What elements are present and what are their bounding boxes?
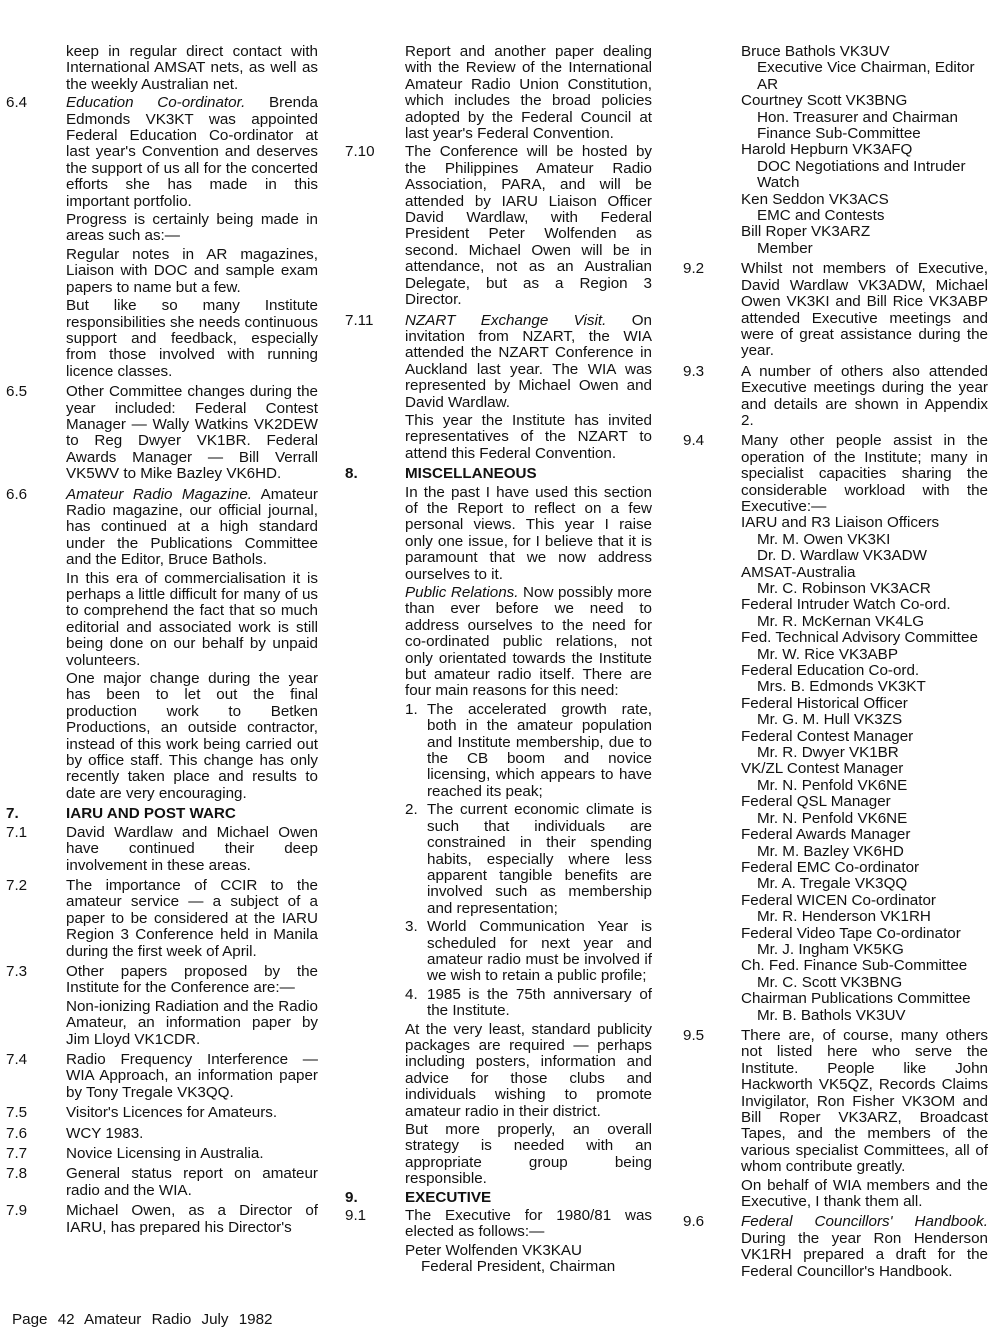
officer-name: Mr. R. Henderson VK1RH	[757, 908, 931, 926]
page-footer: Page 42 Amateur Radio July 1982	[12, 1311, 273, 1328]
intro-paragraph: keep in regular direct contact with International AMSAT nets, as well as the weekly Australian net.	[66, 43, 318, 93]
officer-entry	[741, 597, 988, 630]
paragraph: A number of others also attended Executive meetings during the year and details are shown in Appendix 2.	[741, 362, 988, 429]
executive-entry	[741, 224, 988, 257]
section-9-4	[683, 433, 988, 1024]
officer-name: Mr. C. Robinson VK3ACR	[757, 580, 931, 597]
section-7-10	[345, 144, 652, 310]
officer-title: Federal Historical Officer	[741, 694, 908, 712]
officer-title: VK/ZL Contest Manager	[741, 760, 904, 778]
executive-role: Executive Vice Chairman, Editor AR	[757, 59, 975, 93]
officer-title: Federal Contest Manager	[741, 727, 914, 745]
section-number: 7.4	[6, 1050, 28, 1068]
executive-name: Bill Roper VK3ARZ	[741, 223, 871, 241]
officer-title: Federal Intruder Watch Co-ord.	[741, 596, 951, 614]
section-6-4	[6, 95, 318, 382]
section-number: 7.10	[345, 143, 375, 161]
paragraph: One major change during the year has been to let out the final production work to Betken Productions, an outside contractor, instead of this work being carried out by office staff. This change has only recently taken place and results to date are very encouraging.	[66, 670, 318, 802]
section-8-heading	[345, 466, 652, 482]
list-item	[405, 702, 652, 800]
paragraph: Whilst not members of Executive, David Wardlaw VK3ADW, Michael Owen VK3KI and Bill Rice VK3ABP attended Executive meetings and were of great assistance during the year.	[741, 260, 988, 360]
paragraph: Other papers proposed by the Institute for the Conference are:—	[66, 962, 318, 997]
officer-entry	[741, 860, 988, 893]
section-7-8	[6, 1166, 318, 1201]
section-number: 9.5	[683, 1026, 705, 1044]
list-number: 2.	[405, 801, 418, 819]
list-item	[405, 919, 652, 985]
paragraph: This year the Institute has invited representatives of the NZART to attend this Federal Convention.	[405, 411, 652, 462]
section-text: Brenda Edmonds VK3KT was appointed Federal Education Co-ordinator at last year's Convention and deserves the support of us all for the concerted efforts she has made in this important portfolio.	[66, 94, 318, 210]
column-3	[683, 44, 988, 1284]
paragraph	[66, 95, 318, 210]
section-number: 7.7	[6, 1145, 28, 1162]
officer-name: Mr. W. Rice VK3ABP	[757, 645, 898, 663]
paragraph: Michael Owen, as a Director of IARU, has prepared his Director's	[66, 1202, 318, 1236]
section-number: 7.9	[6, 1202, 28, 1220]
officer-entry	[741, 565, 988, 598]
section-title: Education Co-ordinator.	[66, 94, 246, 112]
executive-name: Peter Wolfenden VK3KAU	[405, 1241, 583, 1259]
paragraph: There are, of course, many others not listed here who serve the Institute. People like John Hackworth VK5QZ, Records Claims Invigilator, Ron Fisher VK3OM and Bill Roper VK3ARZ, Broadcast Tapes, and the members of the various specialist Committees, all of whom contribute greatly.	[741, 1026, 988, 1176]
column-2	[345, 44, 652, 1276]
executive-name: Courtney Scott VK3BNG	[741, 92, 908, 110]
section-text: On invitation from NZART, the WIA attended the NZART Conference in Auckland last year. The WIA was represented by Michael Owen and David Wardlaw.	[405, 311, 652, 411]
officer-entry	[741, 663, 988, 696]
officer-name: Mr. R. Dwyer VK1BR	[757, 744, 899, 762]
officer-title: Federal Education Co-ord.	[741, 662, 920, 680]
paragraph: Visitor's Licences for Amateurs.	[66, 1104, 278, 1122]
paragraph: WCY 1983.	[66, 1124, 144, 1142]
section-7-5	[6, 1105, 318, 1123]
list-text: The accelerated growth rate, both in the amateur population and Institute membership, due to the CB boom and novice licensing, which appears to have reached its peak;	[427, 700, 652, 800]
officer-title: Fed. Technical Advisory Committee	[741, 629, 978, 647]
section-9-2	[683, 261, 988, 361]
section-7-9	[6, 1203, 318, 1238]
paragraph: Novice Licensing in Australia.	[66, 1145, 264, 1162]
officer-entry	[741, 515, 988, 564]
paragraph: Progress is certainly being made in areas such as:—	[66, 211, 318, 245]
officer-name: Mr. M. Bazley VK6HD	[757, 842, 904, 860]
paragraph	[66, 487, 318, 569]
paragraph: Regular notes in AR magazines, Liaison with DOC and sample exam papers to name but a few.	[66, 245, 318, 296]
officer-title: AMSAT-Australia	[741, 563, 856, 581]
executive-list	[741, 44, 988, 257]
officer-entry	[741, 893, 988, 926]
officer-name: Mr. C. Scott VK3BNG	[757, 973, 903, 991]
section-number: 6.5	[6, 383, 28, 401]
executive-role: EMC and Contests	[757, 207, 885, 225]
section-9-1	[345, 1208, 652, 1241]
officer-name: Dr. D. Wardlaw VK3ADW	[757, 547, 927, 565]
paragraph: The Conference will be hosted by the Philippines Amateur Radio Association, PARA, and will be attended by IARU Liaison Officer David Wardlaw, with Federal President Peter Wolfenden as second. Michael Owen will be in attendance, not as an Australian Delegate, but as a Region 3 Director.	[405, 143, 652, 309]
executive-role: Hon. Treasurer and Chairman Finance Sub-Committee	[757, 108, 958, 143]
paragraph: On behalf of WIA members and the Executive, I thank them all.	[741, 1176, 988, 1211]
section-heading: IARU AND POST WARC	[66, 805, 236, 823]
list-item	[405, 987, 652, 1020]
officer-entry	[741, 761, 988, 794]
section-7-7	[6, 1146, 318, 1164]
paragraph: Many other people assist in the operation of the Institute; many in specialist capacities sharing the considerable workload with the Executive:—	[741, 432, 988, 515]
executive-entry	[741, 44, 988, 93]
section-text: Now possibly more than ever before we need to address ourselves to the need for co-ordinated public relations, not only orientated towards the Institute but amateur radio itself. There are four main reasons for this need:	[405, 584, 652, 700]
executive-role: DOC Negotiations and Intruder Watch	[757, 157, 966, 192]
section-7-3	[6, 964, 318, 1050]
executive-entry	[741, 192, 988, 225]
reasons-list	[405, 702, 652, 1020]
section-6-5	[6, 384, 318, 484]
section-title: Public Relations.	[405, 584, 519, 601]
section-number: 7.6	[6, 1124, 28, 1142]
executive-name: Harold Hepburn VK3AFQ	[741, 141, 913, 159]
officer-name: Mr. J. Ingham VK5KG	[757, 940, 904, 958]
executive-name: Ken Seddon VK3ACS	[741, 190, 889, 208]
executive-name: Bruce Bathols VK3UV	[741, 43, 890, 60]
section-number: 9.4	[683, 432, 705, 450]
officer-name: Mr. G. M. Hull VK3ZS	[757, 711, 903, 729]
section-7-1	[6, 825, 318, 876]
officer-title: Federal Video Tape Co-ordinator	[741, 924, 961, 942]
officer-entry	[741, 991, 988, 1024]
section-7-11	[345, 313, 652, 465]
section-9-5	[683, 1028, 988, 1212]
officer-title: Chairman Publications Committee	[741, 990, 971, 1008]
officer-entry	[741, 926, 988, 959]
paragraph	[405, 585, 652, 700]
executive-role: Federal President, Chairman	[421, 1258, 616, 1276]
section-title: NZART Exchange Visit.	[405, 311, 607, 329]
section-number: 7.3	[6, 962, 28, 980]
executive-entry	[741, 93, 988, 142]
list-number: 3.	[405, 918, 418, 936]
paragraph: But more properly, an overall strategy is needed with an appropriate group being responsible.	[405, 1121, 652, 1188]
paragraph: In the past I have used this section of the Report to reflect on a few personal views. This year I raise only one issue, for I believe that it is paramount that we now address ourselves to it.	[405, 483, 652, 583]
officer-title: Federal Awards Manager	[741, 826, 911, 844]
officer-title: Federal EMC Co-ordinator	[741, 858, 920, 876]
officer-entry	[741, 958, 988, 991]
section-text: Amateur Radio magazine, our official journal, has continued at a high standard under the Publications Committee and the Editor, Bruce Bathols.	[66, 485, 318, 569]
section-number: 7.1	[6, 823, 28, 841]
section-text: During the year Ron Henderson VK1RH prepared a draft for the Federal Councillor's Handbook.	[741, 1229, 988, 1280]
paragraph: David Wardlaw and Michael Owen have continued their deep involvement in these areas.	[66, 823, 318, 874]
list-text: 1985 is the 75th anniversary of the Institute.	[427, 985, 652, 1020]
section-number: 9.1	[345, 1207, 367, 1225]
section-number: 7.8	[6, 1165, 28, 1183]
section-9-3	[683, 364, 988, 432]
section-number: 9.	[345, 1188, 358, 1206]
section-9-heading	[345, 1190, 652, 1206]
section-number: 9.6	[683, 1213, 705, 1231]
officer-name: Mr. N. Penfold VK6NE	[757, 776, 908, 794]
list-number: 4.	[405, 985, 418, 1003]
continuation-paragraph: Report and another paper dealing with the Review of the International Amateur Radio Union Constitution, which includes the broad policies adopted by the Federal Council at last year's Federal Convention.	[405, 43, 652, 143]
paragraph: But like so many Institute responsibilities she needs continuous support and feedback, especially from those involved with running licence classes.	[66, 297, 318, 380]
section-number: 7.11	[345, 311, 374, 329]
officer-entry	[741, 630, 988, 663]
section-7-6	[6, 1126, 318, 1144]
section-7-4	[6, 1052, 318, 1103]
paragraph: At the very least, standard publicity packages are required — perhaps including posters, information and advice for those clubs and individuals wishing to promote amateur radio in their district.	[405, 1020, 652, 1120]
officer-title: Federal QSL Manager	[741, 793, 891, 811]
officer-name: Mr. R. McKernan VK4LG	[757, 612, 925, 630]
paragraph: The Executive for 1980/81 was elected as follows:—	[405, 1207, 652, 1241]
paragraph	[741, 1214, 988, 1280]
section-9-6	[683, 1214, 988, 1282]
officer-name: Mr. B. Bathols VK3UV	[757, 1006, 906, 1024]
section-heading: EXECUTIVE	[405, 1188, 492, 1206]
executive-entry	[741, 142, 988, 191]
officer-title: IARU and R3 Liaison Officers	[741, 514, 940, 532]
section-6-6	[6, 487, 318, 805]
officer-name: Mr. A. Tregale VK3QQ	[757, 875, 908, 893]
section-heading: MISCELLANEOUS	[405, 465, 537, 483]
section-number: 7.2	[6, 876, 28, 894]
section-number: 7.	[6, 805, 19, 823]
list-item	[405, 802, 652, 917]
officer-entry	[741, 696, 988, 729]
executive-entry	[405, 1243, 652, 1276]
column-1	[6, 44, 318, 1240]
section-number: 7.5	[6, 1104, 28, 1122]
section-7-2	[6, 878, 318, 962]
officer-name: Mr. M. Owen VK3KI	[757, 530, 891, 548]
section-title: Federal Councillors' Handbook.	[741, 1213, 988, 1231]
list-text: The current economic climate is such that individuals are constrained in their spending habits, especially where less apparent tangible benefits are involved such as membership and representation;	[427, 801, 652, 917]
section-number: 6.6	[6, 485, 28, 503]
paragraph: Other Committee changes during the year included: Federal Contest Manager — Wally Watkins VK2DEW to Reg Dwyer VK1BR. Federal Awards Manager — Bill Verrall VK5WV to Mike Bazley VK6HD.	[66, 383, 318, 483]
officer-name: Mr. N. Penfold VK6NE	[757, 809, 908, 827]
officer-entry	[741, 729, 988, 762]
paragraph: The importance of CCIR to the amateur service — a subject of a paper to be considered at the IARU Region 3 Conference held in Manila during the first week of April.	[66, 876, 318, 960]
officer-title: Ch. Fed. Finance Sub-Committee	[741, 957, 968, 975]
paragraph: General status report on amateur radio and the WIA.	[66, 1165, 318, 1199]
paragraph: In this era of commercialisation it is perhaps a little difficult for many of us to comprehend the fact that so much editorial and associated work is still being done on our behalf by unpaid volunteers.	[66, 569, 318, 669]
officer-title: Federal WICEN Co-ordinator	[741, 891, 936, 909]
officer-entry	[741, 794, 988, 827]
section-number: 6.4	[6, 94, 28, 112]
list-number: 1.	[405, 700, 418, 718]
section-number: 8.	[345, 465, 358, 483]
list-text: World Communication Year is scheduled for next year and amateur radio must be involved if we wish to retain a public profile;	[427, 918, 652, 985]
officer-entry	[741, 827, 988, 860]
section-number: 9.2	[683, 260, 705, 278]
paragraph: Non-ionizing Radiation and the Radio Amateur, an information paper by Jim Lloyd VK1CDR.	[66, 997, 318, 1048]
paragraph	[405, 313, 652, 411]
executive-role: Member	[757, 239, 813, 257]
section-number: 9.3	[683, 362, 705, 380]
section-title: Amateur Radio Magazine.	[66, 485, 252, 503]
officer-name: Mrs. B. Edmonds VK3KT	[757, 678, 926, 696]
paragraph: Radio Frequency Interference — WIA Approach, an information paper by Tony Tregale VK3QQ.	[66, 1050, 318, 1101]
section-7-heading	[6, 806, 318, 822]
